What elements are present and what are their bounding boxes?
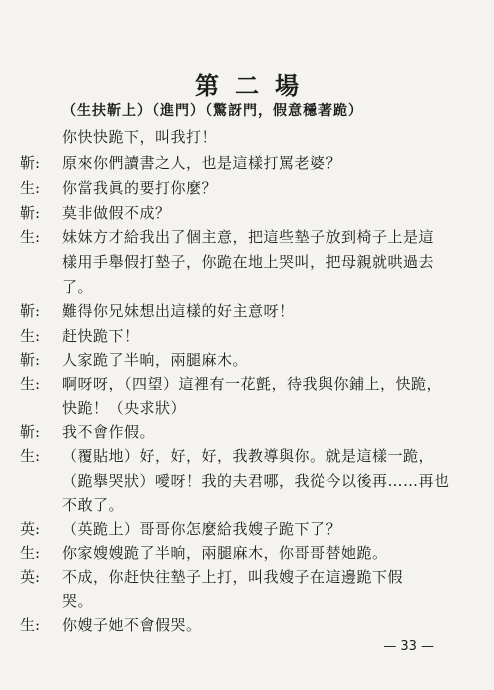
speaker-label: 靳: xyxy=(20,351,41,369)
dialogue-text: 啊呀呀，（四望）這裡有一花氈，待我與你鋪上，快跪， xyxy=(62,375,443,393)
dialogue-text: 莫非做假不成？ xyxy=(62,204,171,222)
dialogue-text: 不成，你赶快往墊子上打，叫我嫂子在這邊跪下假 xyxy=(62,568,404,586)
speaker-label: 靳: xyxy=(20,423,41,441)
dialogue-text: 赶快跪下！ xyxy=(62,327,140,345)
speaker-label: 靳: xyxy=(20,302,41,320)
dialogue-text: 不敢了。 xyxy=(62,496,125,514)
dialogue-text: （覆貼地）好，好，好，我教導與你。就是這樣一跪， xyxy=(62,447,435,465)
dialogue-text: 你當我眞的要打你麼？ xyxy=(62,179,218,197)
dialogue-text: 妹妹方才給我出了個主意，把這些墊子放到椅子上是這 xyxy=(62,228,435,246)
dialogue-text: （英跪上）哥哥你怎麼給我嫂子跪下了？ xyxy=(62,520,342,538)
speaker-label: 生: xyxy=(20,544,41,562)
speaker-label: 靳: xyxy=(20,204,41,222)
speaker-label: 生: xyxy=(20,327,41,345)
speaker-label: 生: xyxy=(20,179,41,197)
speaker-label: 生: xyxy=(20,447,41,465)
dialogue-text: 原來你們讀書之人，也是這樣打罵老婆？ xyxy=(62,154,342,172)
dialogue-text: 你快快跪下，叫我打！ xyxy=(62,128,218,146)
dialogue-text: 了。 xyxy=(62,278,94,296)
dialogue-text: 快跪！（央求狀） xyxy=(62,399,187,417)
stage-direction: （生扶靳上）（進門）（驚訝門，假意穩著跪） xyxy=(62,103,363,119)
speaker-label: 生: xyxy=(20,375,41,393)
dialogue-text: （跪擧哭狀）噯呀！我的夫君哪，我從今以後再……再也 xyxy=(62,472,450,490)
speaker-label: 靳: xyxy=(20,154,41,172)
dialogue-text: 人家跪了半晌，兩腿麻木。 xyxy=(62,351,249,369)
speaker-label: 生: xyxy=(20,228,41,246)
dialogue-text: 難得你兄妹想出這樣的好主意呀！ xyxy=(62,302,295,320)
speaker-label: 生: xyxy=(20,616,41,634)
dialogue-text: 我不會作假。 xyxy=(62,423,156,441)
scene-title: 第二場 xyxy=(195,71,315,100)
dialogue-text: 樣用手舉假打墊子，你跪在地上哭叫，把母親就哄過去 xyxy=(62,253,435,271)
page-number: — 33 — xyxy=(383,639,434,654)
speaker-label: 英: xyxy=(20,520,41,538)
dialogue-text: 你嫂子她不會假哭。 xyxy=(62,616,202,634)
dialogue-text: 哭。 xyxy=(62,592,94,610)
dialogue-text: 你家嫂嫂跪了半晌，兩腿麻木，你哥哥替她跪。 xyxy=(62,544,388,562)
speaker-label: 英: xyxy=(20,568,41,586)
